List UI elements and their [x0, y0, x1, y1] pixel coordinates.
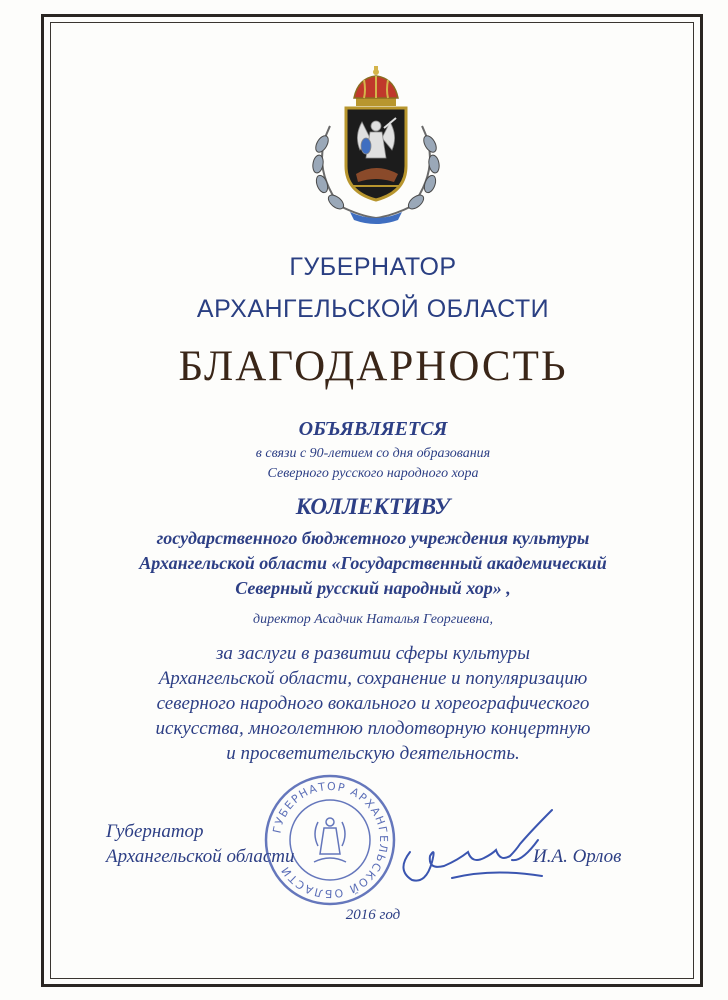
coat-of-arms-icon [300, 66, 452, 224]
merits-line-3: северного народного вокального и хореографического [156, 693, 590, 714]
signatory-position-line-2: Архангельской области [106, 846, 295, 867]
occasion-line-1: в связи с 90-летием со дня образования [255, 446, 491, 461]
declared-heading: ОБЪЯВЛЯЕТСЯ [298, 418, 448, 440]
title-region: АРХАНГЕЛЬСКОЙ ОБЛАСТИ [196, 295, 550, 323]
svg-text:ГУБЕРНАТОР АРХАНГЕЛЬСКОЙ ОБЛАС: ГУБЕРНАТОР АРХАНГЕЛЬСКОЙ ОБЛАСТИ [270, 779, 391, 901]
merits-line-1: за заслуги в развитии сферы культуры [215, 643, 531, 664]
merits-line-2: Архангельской области, сохранение и популяризацию [158, 668, 588, 689]
recipient-heading: КОЛЛЕКТИВУ [295, 494, 451, 519]
org-line-2: Архангельской области «Государственный академический [139, 553, 607, 573]
org-line-3: Северный русский народный хор» , [235, 578, 511, 598]
merits-line-4: искусства, многолетнюю плодотворную концертную [155, 718, 591, 739]
official-seal-icon [262, 772, 398, 908]
signatory-name: И.А. Орлов [533, 846, 622, 867]
document-title: БЛАГОДАРНОСТЬ [178, 343, 568, 390]
merits-line-5: и просветительскую деятельность. [226, 743, 520, 764]
occasion-line-2: Северного русского народного хора [267, 466, 479, 481]
document-year: 2016 год [345, 907, 401, 923]
signatory-position-line-1: Губернатор [106, 821, 204, 842]
org-line-1: государственного бюджетного учреждения культуры [156, 528, 590, 548]
director-line: директор Асадчик Наталья Георгиевна, [253, 612, 493, 627]
title-governor: ГУБЕРНАТОР [289, 253, 457, 281]
